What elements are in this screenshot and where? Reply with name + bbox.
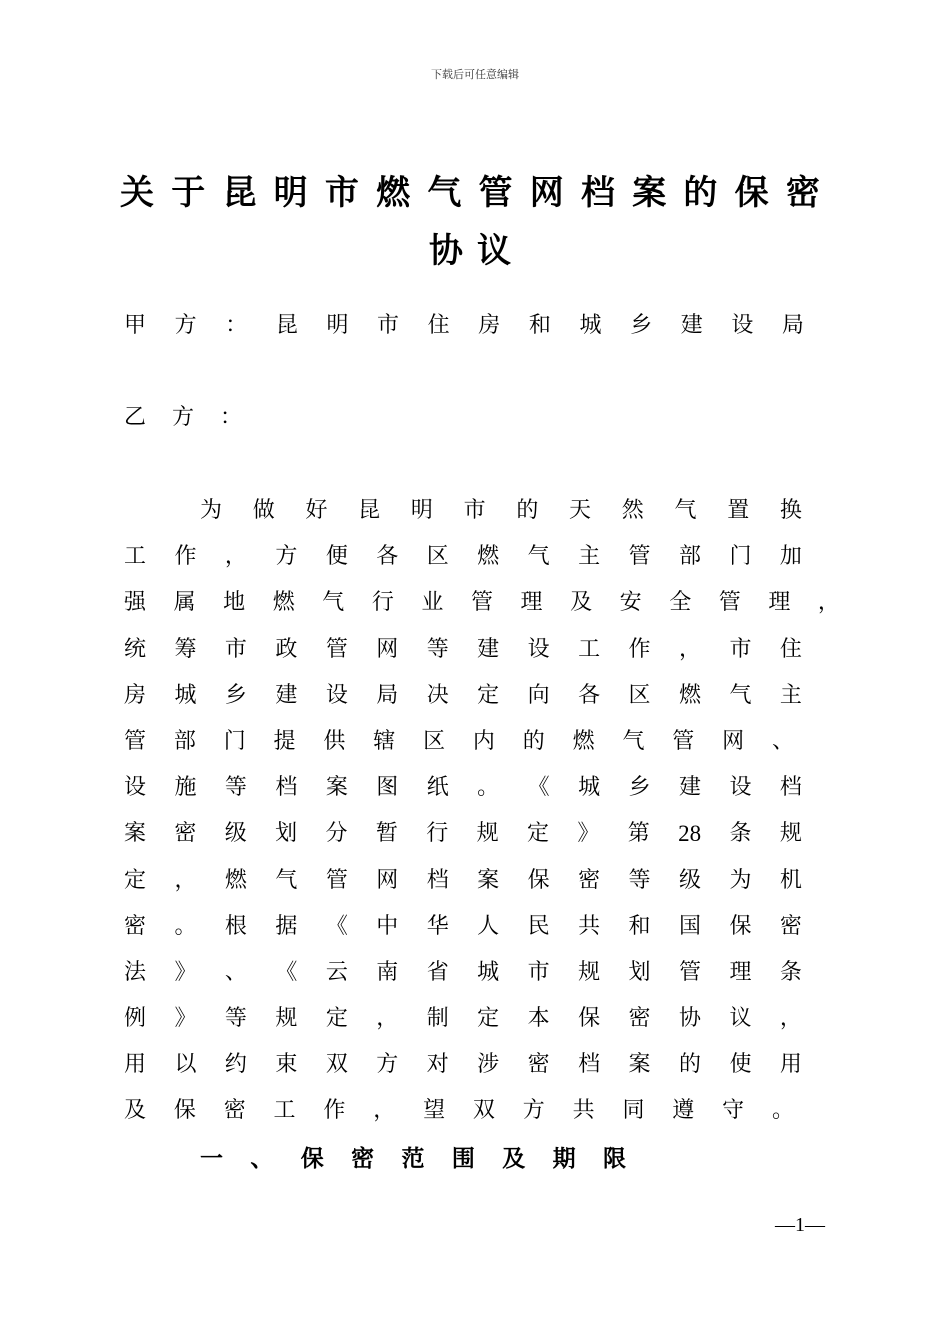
paragraph-char: 案	[325, 775, 348, 801]
party-b-line	[124, 398, 242, 438]
paragraph-char: 设	[124, 775, 147, 801]
paragraph-char: 纸	[426, 775, 449, 801]
paragraph-line	[124, 996, 802, 1042]
paragraph-char: 。	[771, 1098, 794, 1124]
paragraph-char: 燃	[272, 590, 295, 616]
paragraph-char: 对	[426, 1052, 449, 1078]
paragraph-char: 、	[771, 728, 794, 754]
paragraph-char: 保	[527, 867, 550, 893]
paragraph-char: 作	[174, 544, 197, 570]
paragraph-char: 定	[124, 867, 147, 893]
party-a-char: 设	[731, 313, 754, 338]
paragraph-char: 使	[729, 1052, 752, 1078]
paragraph-char: 密	[779, 913, 802, 939]
paragraph-char: 气	[275, 867, 298, 893]
paragraph-char: 》	[174, 1006, 197, 1032]
paragraph-char: 管	[628, 544, 651, 570]
paragraph-char: 设	[527, 636, 550, 662]
paragraph-char: 行	[426, 821, 449, 847]
paragraph-char: 管	[124, 728, 147, 754]
paragraph-char: 档	[275, 775, 298, 801]
paragraph-char: 局	[376, 682, 399, 708]
paragraph-char: 南	[376, 959, 399, 985]
paragraph-char: 束	[275, 1052, 298, 1078]
paragraph-char: 管	[678, 959, 701, 985]
section-heading-char: 限	[603, 1146, 626, 1172]
paragraph-char: 华	[426, 913, 449, 939]
paragraph-char: 以	[174, 1052, 197, 1078]
section-heading-char: 围	[451, 1146, 475, 1172]
paragraph-char: 城	[578, 775, 601, 801]
paragraph-char: 保	[173, 1098, 196, 1124]
paragraph-char: 的	[516, 498, 539, 523]
party-a-char: ：	[225, 313, 248, 338]
section-heading-char: 、	[250, 1146, 274, 1172]
paragraph-char: 共	[572, 1098, 595, 1124]
paragraph-char: 。	[477, 775, 500, 801]
paragraph-line	[124, 765, 802, 811]
paragraph-char: 网	[722, 728, 745, 754]
party-a-char: 建	[680, 313, 703, 338]
paragraph-char: 密	[124, 913, 147, 939]
paragraph-char: 、	[224, 959, 247, 985]
section-heading-char: 一	[200, 1146, 223, 1172]
paragraph-char: 网	[376, 636, 399, 662]
paragraph-char: ，	[224, 544, 247, 570]
title-line-2	[120, 222, 820, 280]
paragraph-char: 遵	[672, 1098, 695, 1124]
paragraph-char: 定	[325, 1006, 348, 1032]
paragraph-char: 》	[577, 821, 600, 847]
paragraph-char: 条	[779, 959, 802, 985]
paragraph-char: 乡	[224, 682, 247, 708]
title-char: 管	[478, 173, 513, 213]
paragraph-char: 建	[477, 636, 500, 662]
title-char: 档	[580, 173, 615, 213]
paragraph-char: 门	[729, 544, 752, 570]
paragraph-line	[124, 950, 802, 996]
paragraph-char: 业	[421, 590, 444, 616]
document-title	[120, 164, 820, 280]
paragraph-char: 明	[410, 498, 433, 523]
party-a-char: 城	[579, 313, 602, 338]
paragraph-char: 管	[325, 636, 348, 662]
paragraph-char: 为	[729, 867, 752, 893]
paragraph-line	[124, 858, 802, 904]
paragraph-char: 级	[224, 821, 247, 847]
paragraph-char: 机	[779, 867, 802, 893]
paragraph-char: 燃	[678, 682, 701, 708]
paragraph-char: 据	[275, 913, 298, 939]
paragraph-char: 管	[325, 867, 348, 893]
paragraph-char: 划	[628, 959, 651, 985]
paragraph-char: 省	[426, 959, 449, 985]
title-char: 气	[427, 173, 462, 213]
title-char: 密	[785, 173, 820, 213]
paragraph-char: 天	[569, 498, 592, 523]
paragraph-char: 管	[470, 590, 493, 616]
section-heading-char: 期	[552, 1146, 576, 1172]
paragraph-char: 方	[522, 1098, 545, 1124]
paragraph-char: 理	[520, 590, 543, 616]
paragraph-char: 市	[224, 636, 247, 662]
paragraph-char: 等	[426, 636, 449, 662]
party-b-char: ：	[219, 405, 242, 430]
paragraph-char: 乡	[628, 775, 651, 801]
party-a-char: 方	[174, 313, 197, 338]
paragraph-char: 划	[275, 821, 298, 847]
title-char: 昆	[222, 173, 257, 213]
paragraph-char: 密	[174, 821, 197, 847]
party-a-char: 乡	[630, 313, 653, 338]
party-a-line	[124, 306, 804, 346]
paragraph-char: 气	[527, 544, 550, 570]
paragraph-char: 设	[325, 682, 348, 708]
paragraph-char: 换	[779, 498, 802, 523]
paragraph-char: 用	[779, 1052, 802, 1078]
party-a-char: 明	[326, 313, 349, 338]
paragraph-char: 的	[678, 1052, 701, 1078]
paragraph-char: 城	[477, 959, 500, 985]
paragraph-char: 气	[622, 728, 645, 754]
paragraph-char: 第	[627, 821, 650, 847]
paragraph-char: 图	[376, 775, 399, 801]
party-b-char: 乙	[124, 405, 147, 430]
paragraph-char: 管	[718, 590, 741, 616]
paragraph-char: 本	[527, 1006, 550, 1032]
paragraph-char: 燃	[477, 544, 500, 570]
paragraph-char: 置	[727, 498, 750, 523]
paragraph-line	[124, 1042, 802, 1088]
paragraph-char: ，	[174, 867, 197, 893]
paragraph-char: 等	[628, 867, 651, 893]
paragraph-char: 主	[779, 682, 802, 708]
title-line-1	[120, 164, 820, 222]
paragraph-char: 决	[426, 682, 449, 708]
paragraph-char: 市	[527, 959, 550, 985]
paragraph-char: 案	[477, 867, 500, 893]
paragraph-char: 方	[275, 544, 298, 570]
paragraph-char: 网	[376, 867, 399, 893]
paragraph-char: 级	[678, 867, 701, 893]
paragraph-char: 强	[124, 590, 147, 616]
paragraph-char: 安	[619, 590, 642, 616]
paragraph-char: 和	[628, 913, 651, 939]
paragraph-char: 云	[325, 959, 348, 985]
party-a-char: 局	[781, 313, 804, 338]
paragraph-char: 气	[729, 682, 752, 708]
paragraph-char: 主	[578, 544, 601, 570]
paragraph-char: ，	[779, 1006, 802, 1032]
paragraph-char: 好	[305, 498, 328, 523]
paragraph-char: 分	[325, 821, 348, 847]
paragraph-char: 各	[376, 544, 399, 570]
paragraph-char: 全	[669, 590, 692, 616]
paragraph-char: 房	[124, 682, 147, 708]
paragraph-char: 》	[174, 959, 197, 985]
paragraph-char: 案	[628, 1052, 651, 1078]
paragraph-char: 档	[779, 775, 802, 801]
paragraph-char: 定	[527, 821, 550, 847]
party-a-char: 昆	[275, 313, 298, 338]
paragraph-char: 辖	[373, 728, 396, 754]
party-a-char: 住	[427, 313, 450, 338]
paragraph-char: ，	[817, 590, 840, 616]
paragraph-char: 人	[477, 913, 500, 939]
title-char: 网	[529, 173, 564, 213]
paragraph-char: 行	[371, 590, 394, 616]
paragraph-char: 规	[578, 959, 601, 985]
paragraph-char: 建	[678, 775, 701, 801]
paragraph-char: 便	[325, 544, 348, 570]
paragraph-char: 作	[628, 636, 651, 662]
paragraph-line	[124, 811, 802, 857]
paragraph-char: 门	[223, 728, 246, 754]
paragraph-char: ，	[376, 1006, 399, 1032]
section-heading-char: 及	[502, 1146, 526, 1172]
paragraph-char: 保	[729, 913, 752, 939]
paragraph-char: 条	[729, 821, 752, 847]
paragraph-char: 各	[578, 682, 601, 708]
section-heading	[200, 1136, 626, 1182]
paragraph-char: ，	[678, 636, 701, 662]
paragraph-char: 的	[522, 728, 545, 754]
paragraph-char: 市	[463, 498, 486, 523]
paragraph-char: 理	[768, 590, 791, 616]
paragraph-char: 用	[124, 1052, 147, 1078]
paragraph-char: 规	[476, 821, 499, 847]
paragraph-char: 理	[729, 959, 752, 985]
paragraph-line	[124, 580, 840, 626]
paragraph-char: 管	[672, 728, 695, 754]
paragraph-char: 筹	[174, 636, 197, 662]
paragraph-char: 保	[578, 1006, 601, 1032]
paragraph-char: 密	[223, 1098, 246, 1124]
paragraph-char: 为	[200, 498, 223, 523]
paragraph-char: 向	[527, 682, 550, 708]
paragraph-char: 燃	[224, 867, 247, 893]
paragraph-line	[124, 488, 802, 534]
paragraph-char: 国	[678, 913, 701, 939]
paragraph-char: 及	[570, 590, 593, 616]
title-char: 协	[429, 231, 463, 271]
title-char: 明	[273, 173, 308, 213]
paragraph-char: 燃	[572, 728, 595, 754]
paragraph-char: 《	[275, 959, 298, 985]
paragraph-char: ，	[373, 1098, 396, 1124]
paragraph-char: 部	[173, 728, 196, 754]
paragraph-char: 建	[275, 682, 298, 708]
paragraph-char: 方	[376, 1052, 399, 1078]
paragraph-char: 工	[578, 636, 601, 662]
paragraph-char: 规	[779, 821, 802, 847]
paragraph-char: 。	[174, 913, 197, 939]
paragraph-char: 昆	[358, 498, 381, 523]
paragraph-char: 《	[527, 775, 550, 801]
paragraph-char: 统	[124, 636, 147, 662]
title-char: 于	[171, 173, 206, 213]
title-char: 议	[477, 231, 511, 271]
paragraph-char: 部	[678, 544, 701, 570]
paragraph-char: 《	[325, 913, 348, 939]
paragraph-char: 同	[622, 1098, 645, 1124]
paragraph-char: 密	[628, 1006, 651, 1032]
party-a-char: 和	[528, 313, 551, 338]
paragraph-char: 案	[124, 821, 147, 847]
paragraph-char: 法	[124, 959, 147, 985]
section-heading-char: 范	[401, 1146, 425, 1172]
paragraph-char: 提	[273, 728, 296, 754]
paragraph-char: 加	[779, 544, 802, 570]
paragraph-line	[124, 1088, 794, 1134]
paragraph-char: 28	[678, 821, 702, 847]
title-char: 案	[632, 173, 667, 213]
paragraph-char: 规	[275, 1006, 298, 1032]
paragraph-char: 施	[174, 775, 197, 801]
party-b-char: 方	[171, 405, 194, 430]
paragraph-char: 制	[426, 1006, 449, 1032]
paragraph-char: 望	[423, 1098, 446, 1124]
paragraph-char: 地	[223, 590, 246, 616]
body-paragraph	[124, 488, 840, 1135]
paragraph-char: 档	[578, 1052, 601, 1078]
paragraph-char: 根	[224, 913, 247, 939]
paragraph-char: 住	[779, 636, 802, 662]
paragraph-char: 双	[325, 1052, 348, 1078]
party-a-char: 市	[377, 313, 400, 338]
paragraph-char: 密	[527, 1052, 550, 1078]
paragraph-char: 档	[426, 867, 449, 893]
paragraph-char: 工	[273, 1098, 296, 1124]
paragraph-char: 暂	[375, 821, 398, 847]
paragraph-char: 区	[426, 544, 449, 570]
paragraph-char: 市	[729, 636, 752, 662]
paragraph-line	[124, 627, 802, 673]
paragraph-char: 设	[729, 775, 752, 801]
title-char: 的	[683, 173, 718, 213]
paragraph-char: 等	[224, 775, 247, 801]
title-char: 燃	[376, 173, 411, 213]
paragraph-char: 涉	[477, 1052, 500, 1078]
header-note: 下载后可任意编辑	[431, 68, 519, 81]
paragraph-char: 区	[423, 728, 446, 754]
paragraph-char: 属	[173, 590, 196, 616]
paragraph-char: 守	[722, 1098, 745, 1124]
paragraph-char: 城	[174, 682, 197, 708]
section-heading-char: 保	[300, 1146, 324, 1172]
page-number: —1—	[775, 1214, 825, 1236]
paragraph-char: 定	[477, 682, 500, 708]
paragraph-char: 区	[628, 682, 651, 708]
paragraph-line	[124, 719, 794, 765]
paragraph-line	[124, 904, 802, 950]
party-a-char: 甲	[124, 313, 147, 338]
paragraph-char: 密	[578, 867, 601, 893]
section-heading-char: 密	[351, 1146, 375, 1172]
paragraph-char: 及	[124, 1098, 147, 1124]
party-a-char: 房	[478, 313, 501, 338]
paragraph-char: 定	[477, 1006, 500, 1032]
paragraph-char: 政	[275, 636, 298, 662]
paragraph-char: 作	[323, 1098, 346, 1124]
paragraph-char: 做	[252, 498, 275, 523]
paragraph-char: 共	[578, 913, 601, 939]
paragraph-char: 协	[678, 1006, 701, 1032]
paragraph-char: 例	[124, 1006, 147, 1032]
title-char: 关	[120, 173, 154, 213]
paragraph-line	[124, 534, 802, 580]
title-char: 保	[734, 173, 769, 213]
paragraph-char: 气	[674, 498, 697, 523]
title-char: 市	[324, 173, 359, 213]
paragraph-char: 议	[729, 1006, 752, 1032]
paragraph-char: 然	[621, 498, 644, 523]
paragraph-char: 供	[323, 728, 346, 754]
paragraph-char: 工	[124, 544, 147, 570]
paragraph-char: 内	[472, 728, 495, 754]
paragraph-char: 约	[224, 1052, 247, 1078]
paragraph-char: 等	[224, 1006, 247, 1032]
paragraph-line	[124, 673, 802, 719]
paragraph-char: 民	[527, 913, 550, 939]
paragraph-char: 中	[376, 913, 399, 939]
paragraph-char: 气	[322, 590, 345, 616]
paragraph-char: 双	[472, 1098, 495, 1124]
